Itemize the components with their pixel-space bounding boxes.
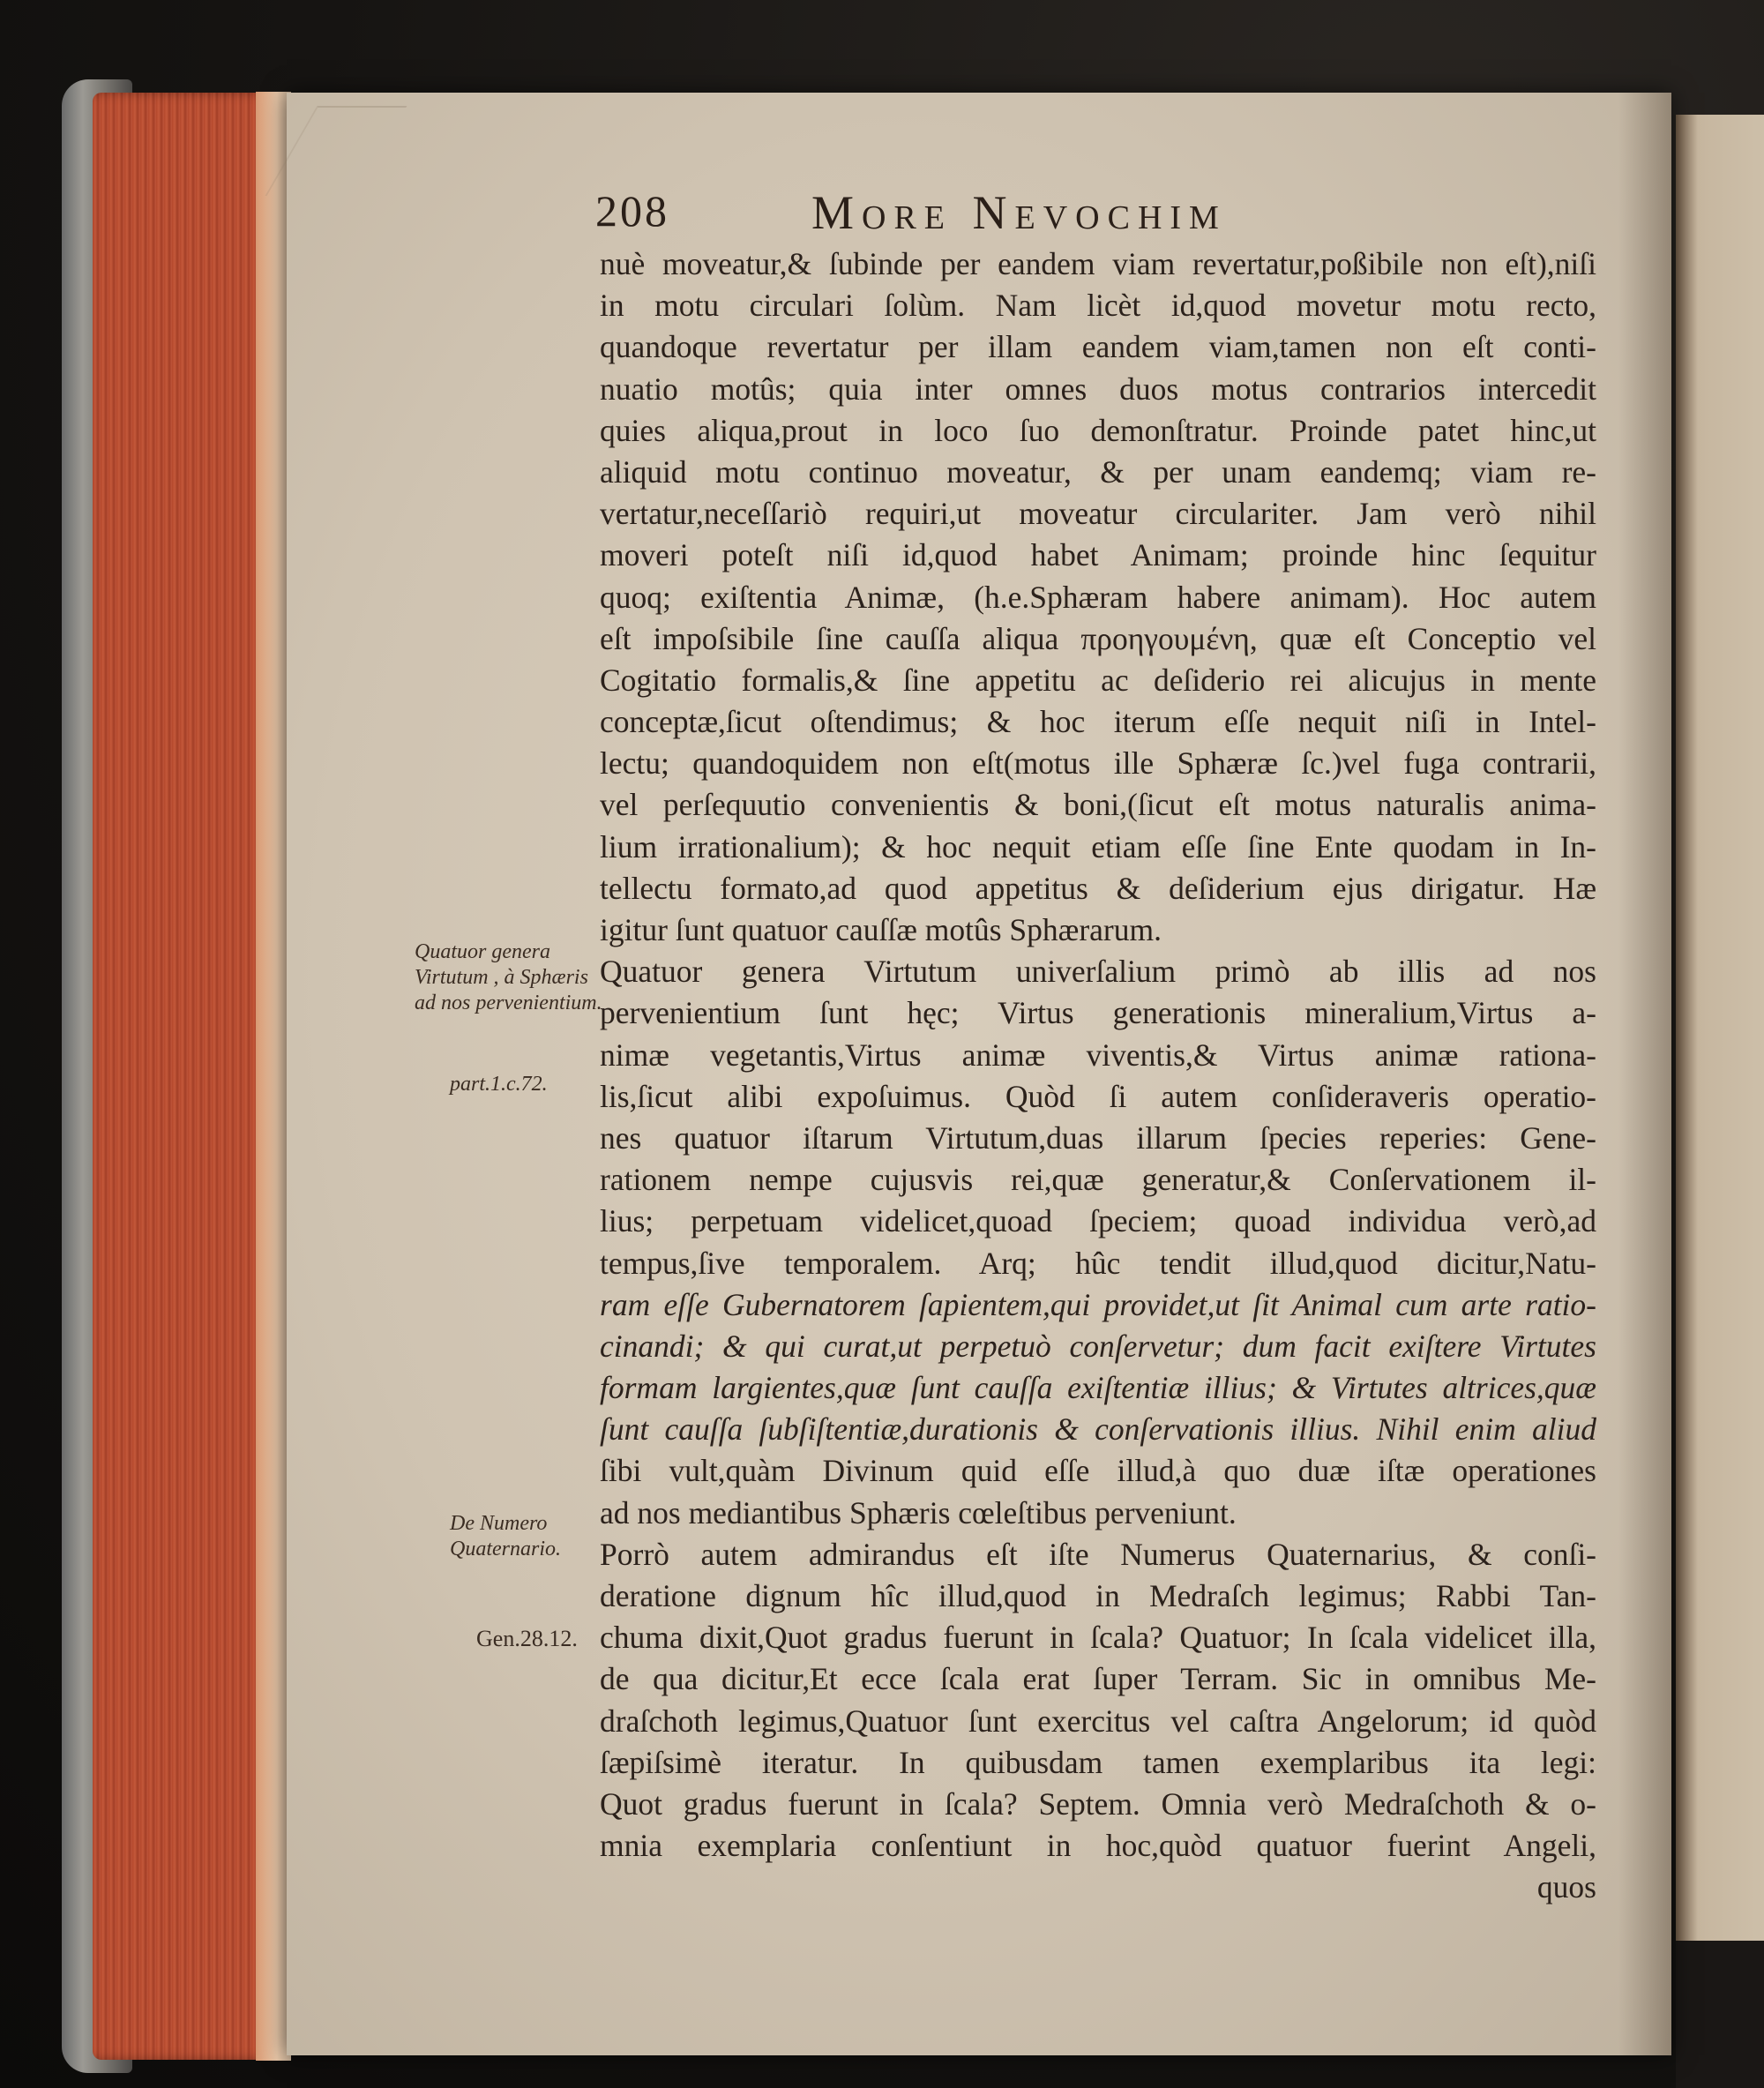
running-title: More Nevochim	[811, 186, 1227, 239]
text-line: lius; perpetuam videlicet,quoad ſpeciem; quoad individua verò,ad	[600, 1203, 1596, 1239]
text-line: nimæ vegetantis,Virtus animæ viventis,& Virtus animæ rationa-	[600, 1037, 1596, 1073]
text-line: draſchoth legimus,Quatuor ſunt exercitus vel caſtra Angelorum; id quòd	[600, 1703, 1596, 1739]
text-line: nuatio motûs; quia inter omnes duos motus contrarios intercedit	[600, 370, 1596, 407]
text-line: nes quatuor iſtarum Virtutum,duas illarum ſpecies reperies: Gene-	[600, 1119, 1596, 1156]
text-line: eſt impoſsibile ſine cauſſa aliqua προηγουμένη, quæ eſt Conceptio vel	[600, 620, 1596, 656]
text-line: formam largientes,quæ ſunt cauſſa exiſtentiæ illius; & Virtutes altrices,quæ	[600, 1370, 1596, 1406]
text-line: rationem nempe cujusvis rei,quæ generatur,& Conſervationem il-	[600, 1162, 1596, 1198]
text-line: vel perſequutio convenientis & boni,(ſicut eſt motus naturalis anima-	[600, 787, 1596, 823]
text-line: ſunt cauſſa ſubſiſtentiæ,durationis & conſervationis illius. Nihil enim aliud	[600, 1411, 1596, 1448]
facing-page-shadow	[1676, 1941, 1764, 2088]
running-head	[595, 185, 1654, 247]
text-line: chuma dixit,Quot gradus fuerunt in ſcala? Quatuor; In ſcala videlicet illa,	[600, 1620, 1596, 1656]
text-line: deratione dignum hîc illud,quod in Medraſch legimus; Rabbi Tan-	[600, 1578, 1596, 1613]
text-line: quies aliqua,prout in loco ſuo demonſtratur. Proinde patet hinc,ut	[600, 412, 1596, 448]
page-edge	[256, 92, 291, 2061]
text-line: lium irrationalium); & hoc nequit etiam eſſe ſine Ente quodam in In-	[600, 828, 1596, 864]
text-line: mnia exemplaria conſentiunt in hoc,quòd quatuor fuerint Angeli,	[600, 1828, 1596, 1864]
facing-page-edge	[1676, 115, 1764, 2055]
text-line: quoq; exiſtentia Animæ, (h.e.Sphæram habere animam). Hoc autem	[600, 579, 1596, 615]
text-line: Porrò autem admirandus eſt iſte Numerus Quaternarius, & conſi-	[600, 1536, 1596, 1572]
gutter-shadow	[1618, 93, 1671, 2055]
text-line: Quatuor genera Virtutum univerſalium primò ab illis ad nos	[600, 954, 1596, 990]
text-line: tellectu formato,ad quod appetitus & deſiderium ejus dirigatur. Hæ	[600, 870, 1596, 906]
text-line: pervenientium ſunt hęc; Virtus generationis mineralium,Virtus a-	[600, 995, 1596, 1031]
text-line: ad nos mediantibus Sphæris cœleſtibus perveniunt.	[600, 1494, 1237, 1530]
text-line: nuè moveatur,& ſubinde per eandem viam revertatur,poßibile non eſt),niſi	[600, 246, 1596, 281]
text-line: moveri poteſt niſi id,quod habet Animam; proinde hinc ſequitur	[600, 537, 1596, 573]
text-line: tempus,ſive temporalem. Arq; hûc tendit illud,quod dicitur,Natu-	[600, 1245, 1596, 1281]
text-line: vertatur,neceſſariò requiri,ut moveatur circulariter. Jam verò nihil	[600, 496, 1596, 532]
text-line: lis,ſicut alibi expoſuimus. Quòd ſi autem conſideraveris operatio-	[600, 1078, 1596, 1114]
page-number: 208	[595, 186, 669, 236]
margin-note-reference: part.1.c.72.	[450, 1073, 548, 1096]
margin-note-numero: De Numero Quaternario.	[450, 1512, 561, 1560]
text-line: ram eſſe Gubernatorem ſapientem,qui providet,ut ſit Animal cum arte ratio-	[600, 1286, 1596, 1322]
text-line: quos	[1536, 1869, 1596, 1905]
text-line: aliquid motu continuo moveatur, & per unam eandemq; viam re-	[600, 453, 1596, 490]
text-line: conceptæ,ſicut oſtendimus; & hoc iterum eſſe nequit niſi in Intel-	[600, 704, 1596, 740]
corner-fold	[265, 106, 407, 196]
text-line: Cogitatio formalis,& ſine appetitu ac deſiderio rei alicujus in mente	[600, 662, 1596, 698]
text-line: igitur ſunt quatuor cauſſæ motûs Sphærarum.	[600, 912, 1162, 947]
text-line: lectu; quandoquidem non eſt(motus ille Sphæræ ſc.)vel fuga contrarii,	[600, 745, 1596, 782]
text-line: Quot gradus fuerunt in ſcala? Septem. Omnia verò Medraſchoth & o-	[600, 1785, 1596, 1822]
text-line: ſæpiſsimè iteratur. In quibusdam tamen exemplaribus ita legi:	[600, 1744, 1596, 1780]
text-line: ſibi vult,quàm Divinum quid eſſe illud,à quo duæ iſtæ operationes	[600, 1453, 1596, 1489]
margin-note-genesis: Gen.28.12.	[476, 1626, 578, 1651]
text-line: quandoque revertatur per illam eandem viam,tamen non eſt conti-	[600, 329, 1596, 365]
text-line: de qua dicitur,Et ecce ſcala erat ſuper Terram. Sic in omnibus Me-	[600, 1661, 1596, 1697]
margin-note-virtutum: Quatuor genera Virtutum , à Sphæris ad nos pervenientium.	[415, 940, 602, 1014]
text-line: cinandi; & qui curat,ut perpetuò conſervetur; dum facit exiſtere Virtutes	[600, 1328, 1596, 1364]
text-line: in motu circulari ſolùm. Nam licèt id,quod movetur motu recto,	[600, 288, 1596, 324]
body-text	[600, 243, 1596, 1909]
